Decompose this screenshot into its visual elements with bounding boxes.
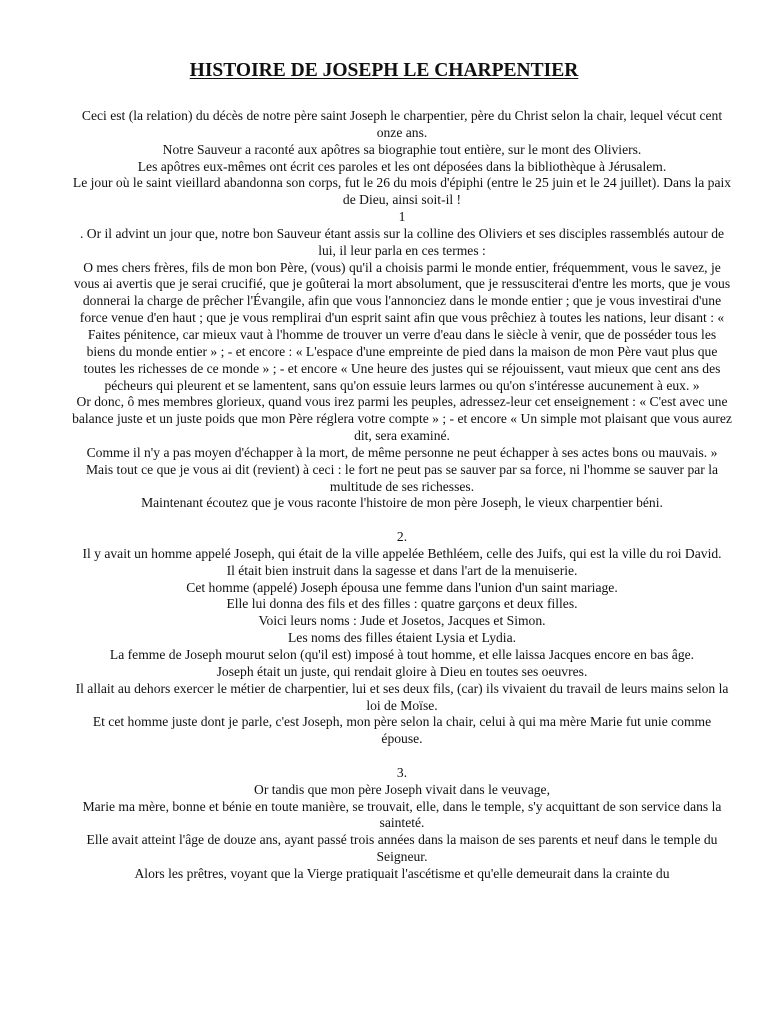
paragraph: Cet homme (appelé) Joseph épousa une femme dans l'union d'un saint mariage. [186,579,618,595]
paragraph-gap [72,512,732,529]
paragraph: Or tandis que mon père Joseph vivait dans le veuvage, [254,781,550,797]
paragraph: Marie ma mère, bonne et bénie en toute manière, se trouvait, elle, dans le temple, s'y acquittant de son service dans la sainteté. [82,798,722,831]
paragraph: Or donc, ô mes membres glorieux, quand vous irez parmi les peuples, adressez-leur cet enseignement : « C'est avec une balance juste et un juste poids que mon Père réglera votre compte » ; - et encore « Un simple mot plaisant que vous aurez dit, sera examiné. [72,394,732,444]
paragraph: Comme il n'y a pas moyen d'échapper à la mort, de même personne ne peut échapper à ses actes bons ou mauvais. » [86,444,718,460]
paragraph: Le jour où le saint vieillard abandonna son corps, fut le 26 du mois d'épiphi (entre le 25 juin et le 24 juillet). Dans la paix de Dieu, ainsi soit-il ! [72,175,732,208]
paragraph: Voici leurs noms : Jude et Josetos, Jacques et Simon. [258,613,546,629]
paragraph: La femme de Joseph mourut selon (qu'il est) imposé à tout homme, et elle laissa Jacques encore en bas âge. [109,647,695,662]
paragraph: Il était bien instruit dans la sagesse et dans l'art de la menuiserie. [226,562,578,578]
section-number: 2. [396,529,408,545]
paragraph: Ceci est (la relation) du décès de notre père saint Joseph le charpentier, père du Christ selon la chair, lequel vécut cent onze ans. [81,108,723,140]
paragraph: Il allait au dehors exercer le métier de charpentier, lui et ses deux fils, (car) ils vivaient du travail de leurs mains selon la loi de Moïse. [75,680,729,713]
paragraph: Maintenant écoutez que je vous raconte l'histoire de mon père Joseph, le vieux charpentier béni. [141,495,663,511]
paragraph: Et cet homme juste dont je parle, c'est Joseph, mon père selon la chair, celui à qui ma mère Marie fut unie comme épouse. [92,714,712,747]
paragraph: . Or il advint un jour que, notre bon Sauveur étant assis sur la colline des Oliviers et ses disciples rassemblés autour de lui, il leur parla en ces termes : [79,225,725,258]
section-number: 3. [396,764,408,780]
paragraph: Notre Sauveur a raconté aux apôtres sa biographie tout entière, sur le mont des Oliviers. [162,141,642,157]
paragraph: Elle avait atteint l'âge de douze ans, ayant passé trois années dans la maison de ses parents et neuf dans le temple du Seigneur. [86,832,718,865]
document-body [72,108,732,883]
paragraph: Les apôtres eux-mêmes ont écrit ces paroles et les ont déposées dans la bibliothèque à Jérusalem. [137,158,667,174]
paragraph: Les noms des filles étaient Lysia et Lydia. [287,630,517,646]
paragraph: Il y avait un homme appelé Joseph, qui était de la ville appelée Bethléem, celle des Juifs, qui est la ville du roi David. [82,545,722,561]
paragraph: Elle lui donna des fils et des filles : quatre garçons et deux filles. [226,596,578,612]
document-title: HISTOIRE DE JOSEPH LE CHARPENTIER [189,60,579,81]
paragraph: O mes chers frères, fils de mon bon Père, (vous) qu'il a choisis parmi le monde entier, fréquemment, vous le savez, je vous ai avertis que je serai crucifié, que je goûterai la mort absolument, que je ressusciterai d'entre les morts, que je vous donnerai la charge de prêcher l'Évangile, afin que vous l'annonciez dans le monde entier ; que je vous investirai d'une force venue d'en haut ; que je vous remplirai d'un esprit saint afin que vous prêchiez à toutes les nations, leur disant : « Faites pénitence, car mieux vaut à l'homme de trouver un verre d'eau dans le siècle à venir, que de posséder tous les biens du monde entier » ; - et encore : « L'espace d'une empreinte de pied dans la maison de mon Père vaut plus que toutes les richesses de ce monde » ; - et encore « Une heure des justes qui se réjouissent, vaut mieux que cent ans des pécheurs qui pleurent et se lamentent, sans qu'on essuie leurs larmes ou qu'on s'intéresse aucunement à eux. » [73,259,731,393]
paragraph-gap [72,748,732,765]
paragraph: Mais tout ce que je vous ai dit (revient) à ceci : le fort ne peut pas se sauver par sa force, ni l'homme se sauver par la multitude de ses richesses. [85,461,719,494]
paragraph: Alors les prêtres, voyant que la Vierge pratiquait l'ascétisme et qu'elle demeurait dans la crainte du [134,865,670,881]
paragraph: Joseph était un juste, qui rendait gloire à Dieu en toutes ses oeuvres. [216,663,588,679]
section-number: 1 [398,209,406,225]
